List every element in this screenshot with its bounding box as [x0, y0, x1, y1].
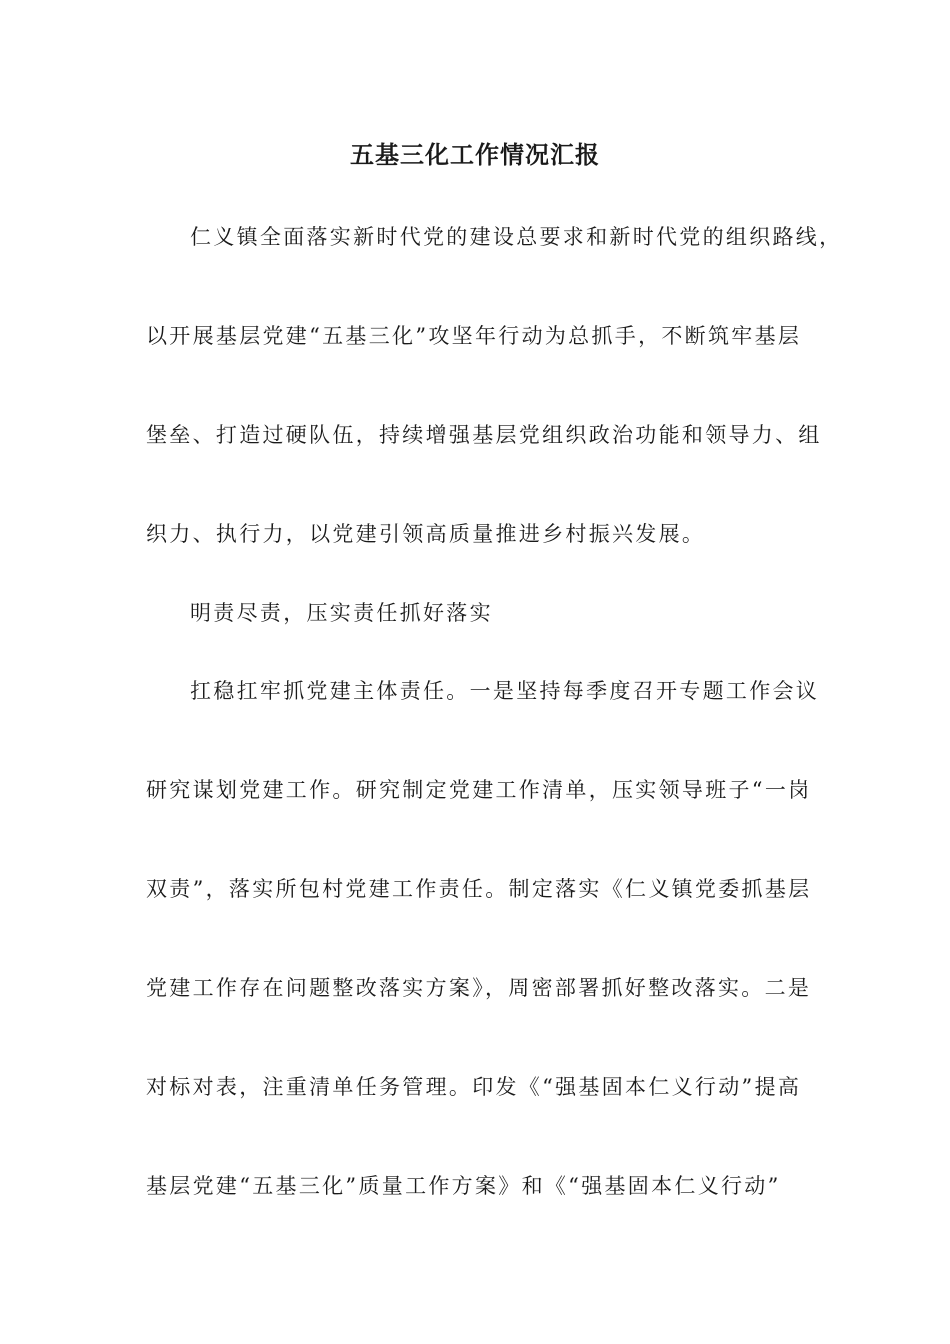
paragraph-line: 双责”，落实所包村党建工作责任。制定落实《仁义镇党委抓基层	[146, 877, 812, 901]
document-title: 五基三化工作情况汇报	[350, 140, 600, 169]
paragraph-line: 党建工作存在问题整改落实方案》，周密部署抓好整改落实。二是	[146, 976, 812, 1000]
paragraph-line: 织力、执行力，以党建引领高质量推进乡村振兴发展。	[146, 522, 706, 546]
paragraph-line: 扛稳扛牢抓党建主体责任。一是坚持每季度召开专题工作会议	[190, 679, 820, 703]
paragraph-line: 研究谋划党建工作。研究制定党建工作清单，压实领导班子“一岗	[146, 778, 812, 802]
paragraph-line: 基层党建“五基三化”质量工作方案》和《“强基固本仁义行动”	[146, 1174, 781, 1198]
section-heading: 明责尽责，压实责任抓好落实	[190, 601, 493, 625]
paragraph-line: 堡垒、打造过硬队伍，持续增强基层党组织政治功能和领导力、组	[146, 423, 822, 447]
paragraph-line: 仁义镇全面落实新时代党的建设总要求和新时代党的组织路线，	[190, 225, 843, 249]
paragraph-line: 对标对表，注重清单任务管理。印发《“强基固本仁义行动”提高	[146, 1075, 802, 1099]
paragraph-line: 以开展基层党建“五基三化”攻坚年行动为总抓手，不断筑牢基层	[146, 324, 802, 348]
